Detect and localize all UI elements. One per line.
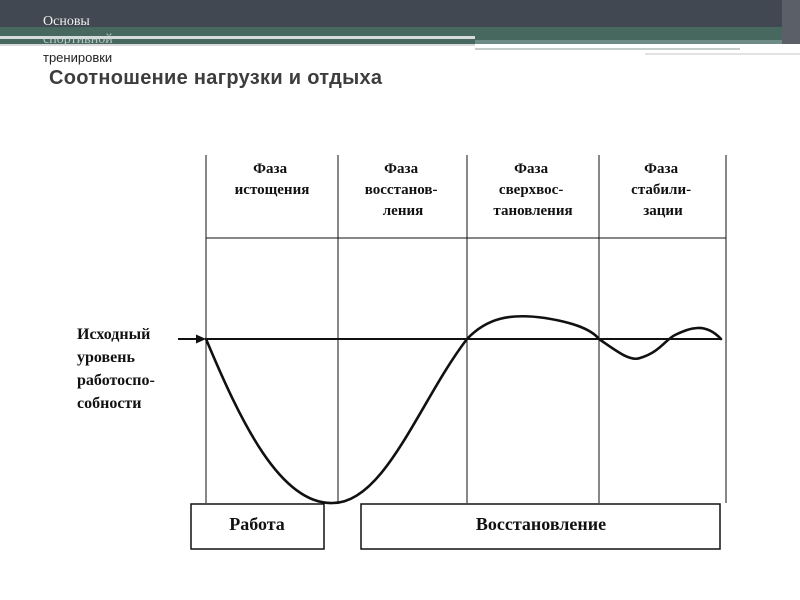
- phase-label-recovery: Фаза восстанов- ления: [364, 161, 438, 219]
- arrow-head-icon: [196, 335, 206, 344]
- baseline-label: Исходный уровень работоспо- собности: [77, 326, 155, 412]
- phase-label-exhaustion: Фаза истощения: [234, 161, 310, 198]
- section-title-line-3: тренировки: [43, 50, 113, 65]
- work-box-label: Работа: [229, 514, 285, 534]
- performance-curve: [206, 316, 721, 503]
- section-title-line-2: спортивной: [43, 32, 113, 47]
- phase-label-stabilization: Фаза стабили- зации: [631, 161, 692, 219]
- slide-title: Соотношение нагрузки и отдыха: [49, 67, 383, 89]
- section-title-line-1: Основы: [43, 14, 90, 29]
- recovery-box-label: Восстановление: [475, 514, 607, 534]
- phase-label-supercompensation: Фаза сверхвос- тановления: [493, 161, 573, 219]
